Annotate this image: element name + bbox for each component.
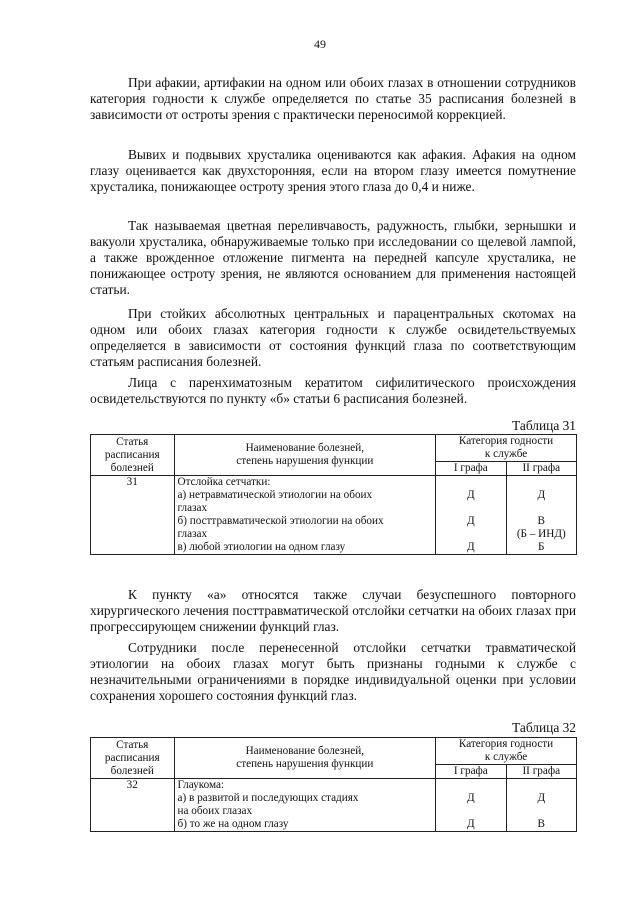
paragraph-lens-iridescence: Так называемая цветная переливчавость, радужность, глыбки, зернышки и вакуоли хрусталика, обнаруживаемые только при исследовании со щелевой лампой, а также врожденное отложение пигмента на передней капсуле хрусталика, не понижающее остроту зрения, не являются основанием для применения настоящей статьи. [90,218,576,297]
header-graph-2: II графа [506,765,576,779]
header-graph-1: I графа [436,765,506,779]
header-disease-name: Наименование болезней, степень нарушения функции [174,738,436,779]
disease-names: Глаукома: а) в развитой и последующих стадиях на обоих глазах б) то же на одном глазу [174,779,436,832]
table-31-caption: Таблица 31 [512,418,576,433]
table-31 [90,434,577,555]
article-number: 31 [91,476,175,555]
paragraph-aphakia: При афакии, артифакии на одном или обоих глазах в отношении сотрудников категория годности к службе определяется по статье 35 расписания болезней в зависимости от остроты зрения с практически переносимой коррекцией. [90,75,576,122]
graph-2-values: Д В [506,779,576,832]
graph-1-values: Д Д [436,779,506,832]
header-graph-2: II графа [506,462,576,476]
paragraph-detachment-traumatic: Сотрудники после перенесенной отслойки сетчатки травматической этиологии на обоих глазах могут быть признаны годными к службе с незначительными ограничениями в порядке индивидуальной оценки при условии сохранения хорошего состояния функций глаз. [90,640,576,703]
header-graph-1: I графа [436,462,506,476]
paragraph-keratitis: Лица с паренхиматозным кератитом сифилитического происхождения освидетельствуются по пункту «б» статьи 6 расписания болезней. [90,375,576,406]
header-disease-name: Наименование болезней, степень нарушения функции [174,435,436,476]
article-number: 32 [91,779,175,832]
header-article: Статья расписания болезней [91,435,175,476]
table-32 [90,737,577,832]
paragraph-detachment-a: К пункту «а» относятся также случаи безуспешного повторного хирургического лечения посттравматической отслойки сетчатки на обоих глазах при прогрессирующем снижении функций глаз. [90,587,576,634]
header-category: Категория годности к службе [436,435,577,462]
table-row [91,476,577,555]
header-category: Категория годности к службе [436,738,577,765]
table-row [91,779,577,832]
header-article: Статья расписания болезней [91,738,175,779]
graph-2-values: Д В (Б – ИНД) Б [506,476,576,555]
paragraph-scotoma: При стойких абсолютных центральных и парацентральных скотомах на одном или обоих глазах категория годности к службе освидетельствуемых определяется в зависимости от состояния функций глаза по соответствующим статьям расписания болезней. [90,306,576,369]
disease-names: Отслойка сетчатки: а) нетравматической этиологии на обоих глазах б) посттравматической этиологии на обоих глазах в) любой этиологии на одном глазу [174,476,436,555]
graph-1-values: Д Д Д [436,476,506,555]
paragraph-lens-dislocation: Вывих и подвывих хрусталика оцениваются как афакия. Афакия на одном глазу оценивается как двухсторонняя, если на втором глазу имеется помутнение хрусталика, понижающее остроту зрения этого глаза до 0,4 и ниже. [90,147,576,194]
page-number: 49 [314,37,326,51]
table-32-caption: Таблица 32 [512,720,576,735]
